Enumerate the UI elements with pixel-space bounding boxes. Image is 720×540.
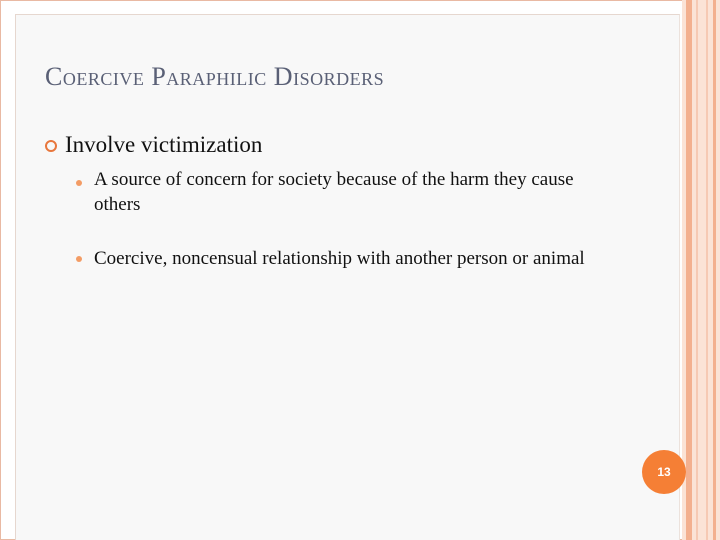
page-number-badge: 13: [642, 450, 686, 494]
decorative-stripe: [713, 0, 716, 540]
dot-bullet-icon: [76, 180, 82, 186]
sub-point-2: Coercive, noncensual relationship with another person or animal: [94, 248, 585, 269]
decorative-stripe: [706, 0, 708, 540]
slide-title: Coercive Paraphilic Disorders: [45, 62, 385, 91]
sub-point-1: A source of concern for society because of the harm they cause others: [94, 169, 574, 215]
content-panel: [15, 14, 680, 540]
dot-bullet-icon: [76, 256, 82, 262]
decorative-stripe: [696, 0, 698, 540]
ring-bullet-icon: [45, 140, 57, 152]
main-point: Involve victimization: [65, 132, 263, 157]
decorative-stripe: [686, 0, 692, 540]
